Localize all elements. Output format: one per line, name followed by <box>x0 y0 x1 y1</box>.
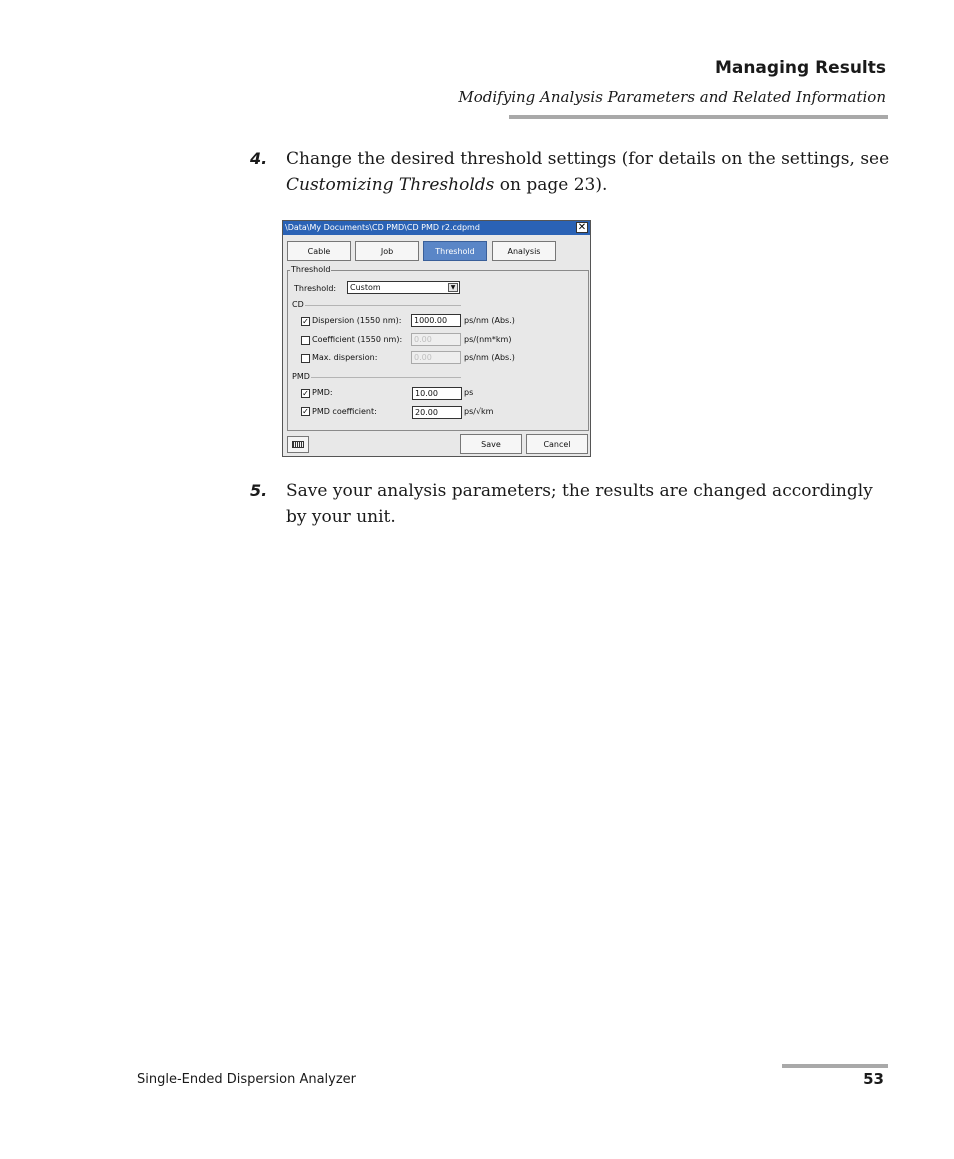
coefficient-field[interactable]: 0.00 <box>411 333 461 346</box>
dialog-title: \Data\My Documents\CD PMD\CD PMD r2.cdpmd <box>285 223 480 232</box>
dispersion-unit: ps/nm (Abs.) <box>464 316 515 325</box>
check-icon: ✓ <box>302 407 309 416</box>
step-text <box>286 146 890 198</box>
tab-analysis[interactable]: Analysis <box>492 241 556 261</box>
pmd-field[interactable]: 10.00 <box>412 387 462 400</box>
cross-reference-link[interactable]: Customizing Thresholds <box>286 175 495 195</box>
step-text-after: on page 23). <box>494 175 608 195</box>
max-dispersion-unit: ps/nm (Abs.) <box>464 353 515 362</box>
coefficient-label: Coefficient (1550 nm): <box>312 335 403 344</box>
max-dispersion-label: Max. dispersion: <box>312 353 378 362</box>
step-number: 4. <box>250 149 268 168</box>
step-5 <box>250 478 890 530</box>
step-text-before: Change the desired threshold settings (for details on the settings, see <box>286 149 890 169</box>
step-text: Save your analysis parameters; the results are changed accordingly by your unit. <box>286 481 873 527</box>
header-rule <box>509 115 888 119</box>
threshold-select-value: Custom <box>350 283 381 292</box>
pmd-unit: ps <box>464 388 474 397</box>
threshold-group-label: Threshold <box>291 265 331 274</box>
step-4 <box>250 146 890 198</box>
close-icon[interactable]: ✕ <box>577 222 587 233</box>
pmd-coefficient-checkbox[interactable] <box>301 407 310 416</box>
check-icon: ✓ <box>302 389 309 398</box>
pmd-section-divider <box>311 377 461 378</box>
pmd-checkbox[interactable] <box>301 389 310 398</box>
pmd-section-label: PMD <box>292 372 310 381</box>
analysis-parameters-dialog <box>282 220 591 457</box>
running-header-subtitle: Modifying Analysis Parameters and Related Information <box>458 88 886 106</box>
running-header-title: Managing Results <box>714 58 886 78</box>
chevron-down-icon[interactable]: ▼ <box>448 283 458 292</box>
cancel-button[interactable]: Cancel <box>526 434 588 454</box>
check-icon: ✓ <box>302 317 309 326</box>
coefficient-checkbox[interactable] <box>301 336 310 345</box>
coefficient-unit: ps/(nm*km) <box>464 335 512 344</box>
save-button[interactable]: Save <box>460 434 522 454</box>
threshold-select[interactable] <box>347 281 460 294</box>
threshold-select-label: Threshold: <box>294 284 337 293</box>
max-dispersion-field[interactable]: 0.00 <box>411 351 461 364</box>
keyboard-icon[interactable] <box>287 436 309 453</box>
dispersion-label: Dispersion (1550 nm): <box>312 316 402 325</box>
tab-threshold[interactable]: Threshold <box>423 241 487 261</box>
tab-cable[interactable]: Cable <box>287 241 351 261</box>
dispersion-checkbox[interactable] <box>301 317 310 326</box>
keyboard-keys <box>292 441 304 448</box>
step-number: 5. <box>250 481 268 500</box>
footer-rule <box>782 1064 888 1068</box>
tab-job[interactable]: Job <box>355 241 419 261</box>
dispersion-field[interactable]: 1000.00 <box>411 314 461 327</box>
pmd-coefficient-label: PMD coefficient: <box>312 407 377 416</box>
max-dispersion-checkbox[interactable] <box>301 354 310 363</box>
cd-section-divider <box>305 305 461 306</box>
pmd-coefficient-field[interactable]: 20.00 <box>412 406 462 419</box>
pmd-label: PMD: <box>312 388 333 397</box>
dialog-titlebar <box>283 221 590 235</box>
footer-product-name: Single-Ended Dispersion Analyzer <box>137 1072 357 1087</box>
cd-section-label: CD <box>292 300 304 309</box>
page-number: 53 <box>863 1070 884 1088</box>
pmd-coefficient-unit: ps/√km <box>464 407 494 416</box>
